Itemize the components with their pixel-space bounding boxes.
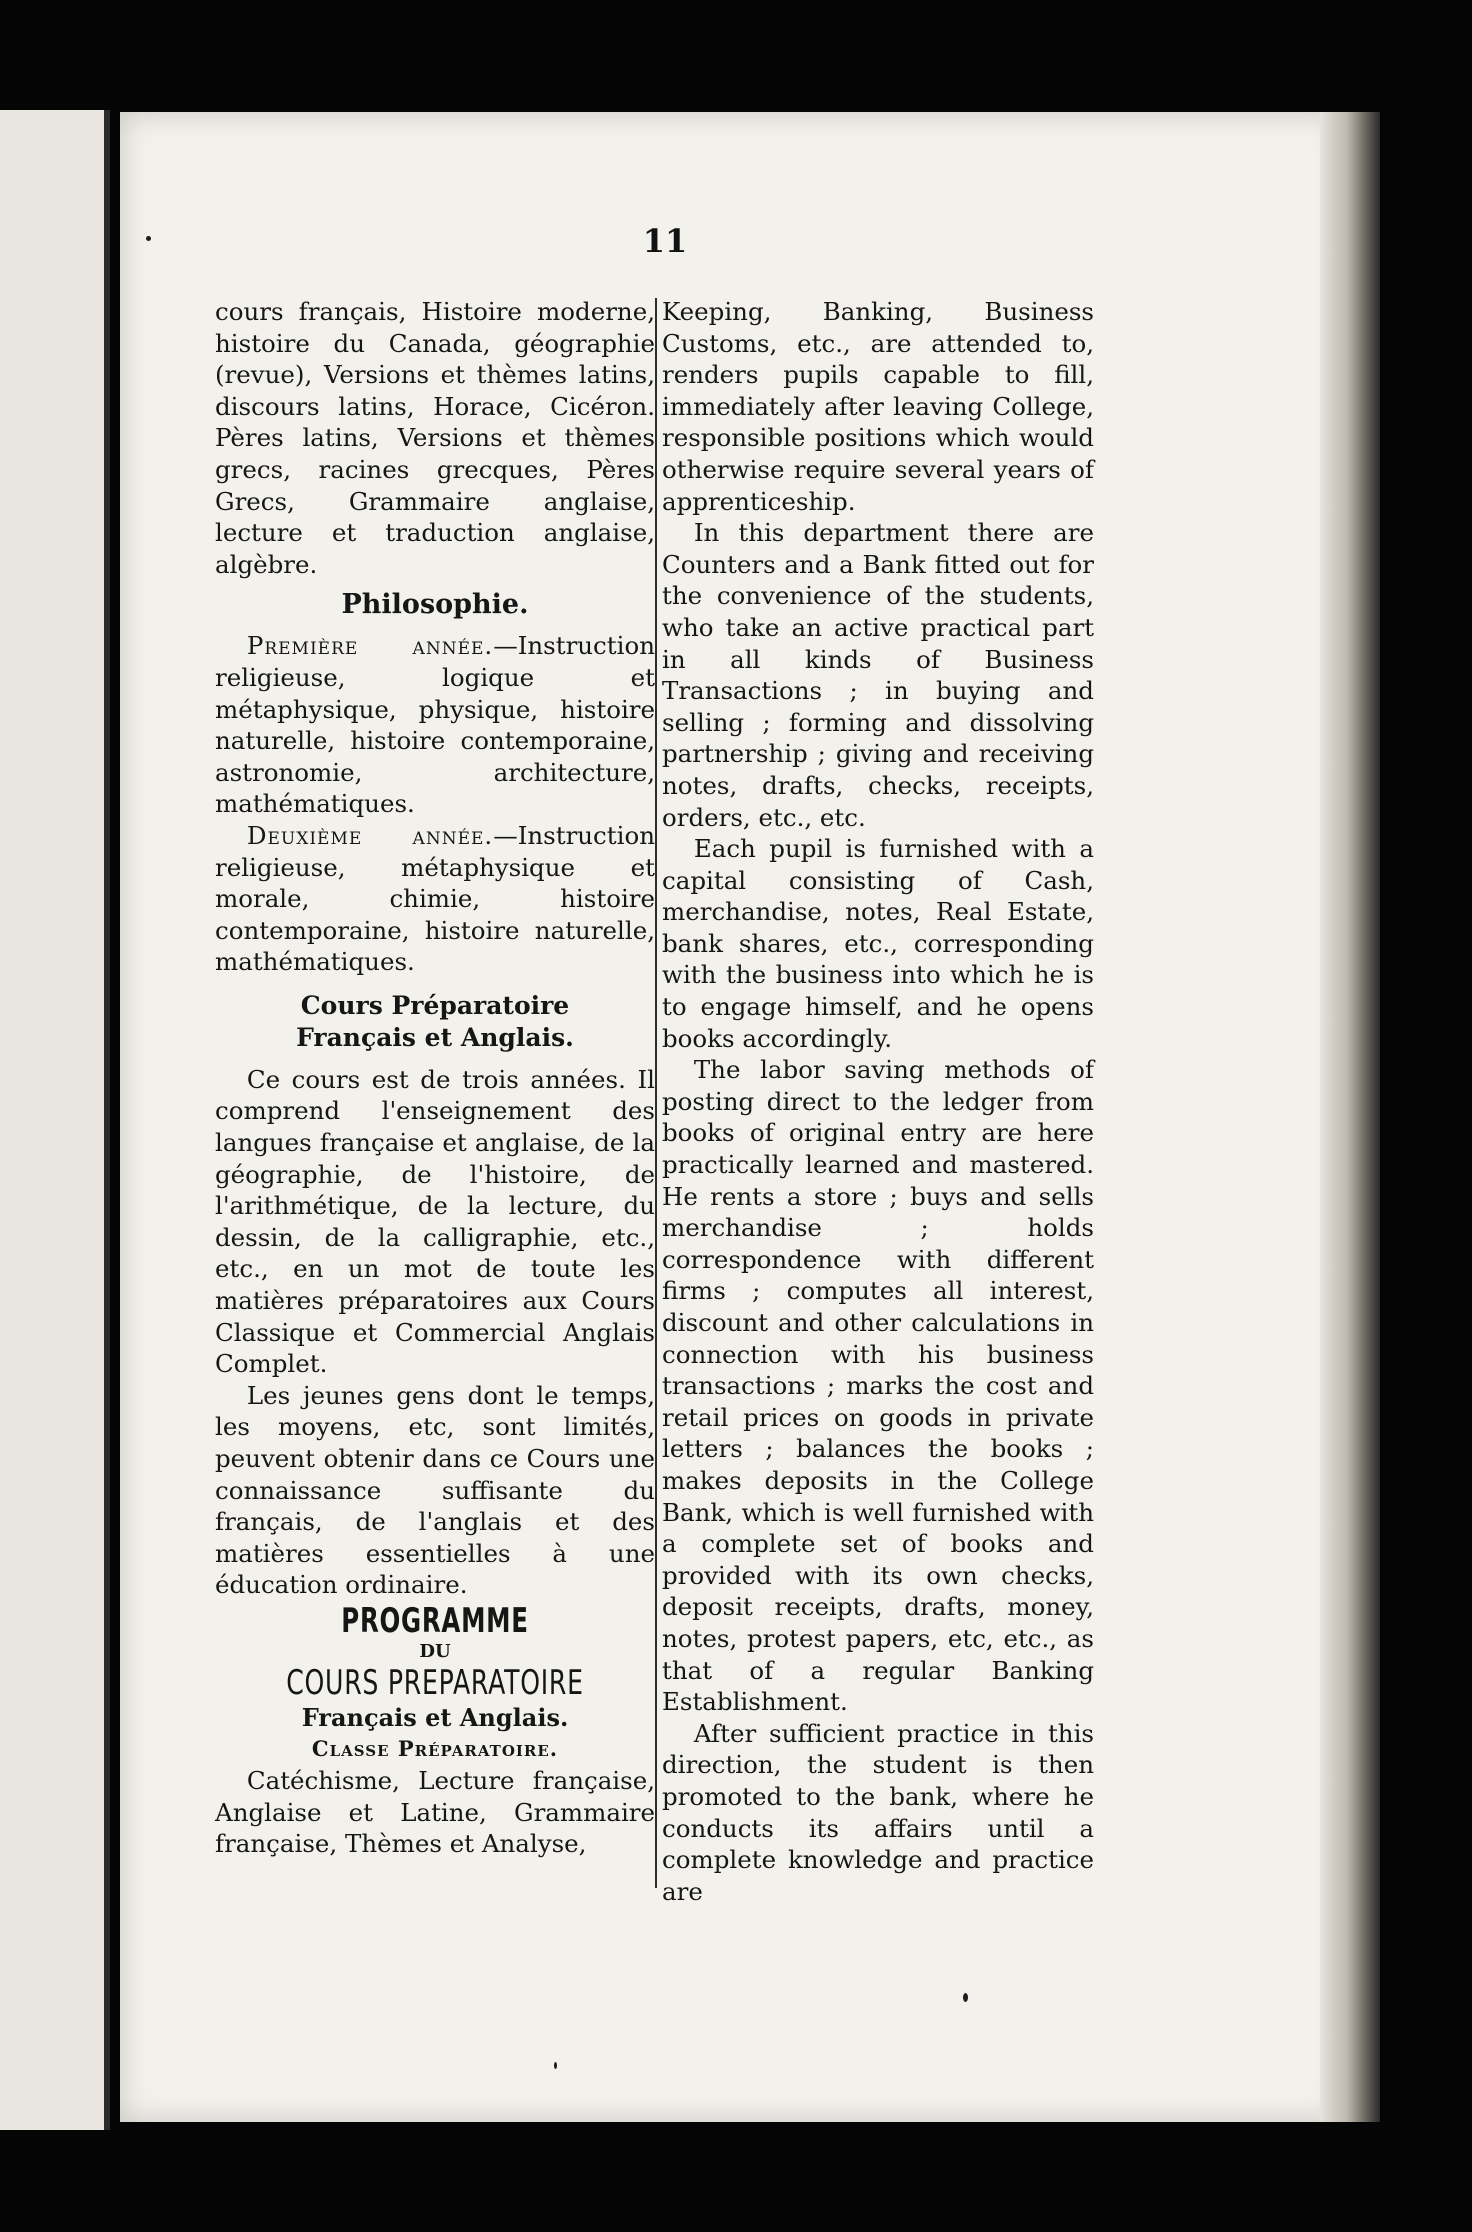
cours-preparatoire-caps-heading: COURS PREPARATOIRE [286, 1662, 584, 1703]
programme-heading: PROGRAMME [341, 1600, 529, 1641]
premiere-annee-paragraph [215, 630, 655, 820]
print-speck [146, 236, 151, 241]
cours-preparatoire-heading-line2: Français et Anglais. [296, 1022, 574, 1052]
cours-paragraph-2: Les jeunes gens dont le temps, les moyens, etc, sont limités, peuvent obtenir dans ce Cours une connaissance suffisante du français, de l'anglais et des matières essentielles à une éducation ordinaire. [215, 1380, 655, 1600]
column-divider [655, 298, 657, 1888]
cours-preparatoire-heading-line1: Cours Préparatoire [300, 990, 570, 1020]
business-paragraph-1: Keeping, Banking, Business Customs, etc., are attended to, renders pupils capable to fill, immediately after leaving College, responsible positions which would otherwise require several years of apprenticeship. [662, 297, 1094, 516]
print-speck [554, 2062, 557, 2069]
previous-page-edge [0, 110, 108, 2130]
classe-preparatoire-text: Catéchisme, Lecture française, Anglaise et Latine, Grammaire française, Thèmes et Analyse, [215, 1765, 655, 1859]
business-paragraph-3: Each pupil is furnished with a capital consisting of Cash, merchandise, notes, Real Estate, bank shares, etc., corresponding with the business into which he is to engage himself, and he opens books accordingly. [662, 834, 1094, 1053]
page-number: 11 [642, 222, 688, 260]
du-heading: DU [419, 1640, 451, 1662]
premiere-annee-text: —Instruction religieuse, logique et métaphysique, physique, histoire naturelle, histoire contemporaine, astronomie, architecture, mathématiques. [215, 631, 655, 819]
previous-page-shadow [104, 110, 110, 2130]
business-paragraph-4: The labor saving methods of posting direct to the ledger from books of original entry are here practically learned and mastered. He rents a store ; buys and sells merchandise ; holds correspondence with different firms ; computes all interest, discount and other calculations in connection with his business transactions ; marks the cost and retail prices on goods in private letters ; balances the books ; makes deposits in the College Bank, which is well furnished with a complete set of books and provided with its own checks, deposit receipts, drafts, money, notes, protest papers, etc, etc., as that of a regular Banking Establishment. [662, 1055, 1094, 1717]
business-paragraph-2: In this department there are Counters and a Bank fitted out for the convenience of the students, who take an active practical part in all kinds of Business Transactions ; in buying and selling ; forming and dissolving partnership ; giving and receiving notes, drafts, checks, receipts, orders, etc., etc. [662, 518, 1094, 832]
francais-anglais-heading: Français et Anglais. [301, 1702, 569, 1732]
deuxieme-annee-label: Deuxième année. [246, 820, 494, 850]
print-speck [963, 1993, 968, 2002]
business-paragraph-5: After sufficient practice in this direction, the student is then promoted to the bank, where he conducts its affairs until a complete knowledge and practice are [662, 1718, 1094, 1906]
page-binding-edge [1320, 112, 1380, 2122]
left-column [215, 296, 655, 1860]
classe-preparatoire-heading: Classe Préparatoire. [311, 1735, 559, 1761]
right-column [662, 296, 1094, 1907]
cours-paragraph-1: Ce cours est de trois années. Il comprend l'enseignement des langues française et anglaise, de la géographie, de l'histoire, de l'arithmétique, de la lecture, du dessin, de la calligraphie, etc., etc., en un mot de toute les matières préparatoires aux Cours Classique et Commercial Anglais Complet. [215, 1064, 655, 1379]
deuxieme-annee-paragraph [215, 820, 655, 978]
philosophie-heading: Philosophie. [341, 589, 529, 621]
premiere-annee-label: Première année. [246, 631, 494, 661]
deuxieme-annee-text: —Instruction religieuse, métaphysique et morale, chimie, histoire contemporaine, histoire naturelle, mathématiques. [215, 820, 655, 977]
intro-paragraph: cours français, Histoire moderne, histoire du Canada, géographie (revue), Versions et thèmes latins, discours latins, Horace, Cicéron. Pères latins, Versions et thèmes grecs, racines grecques, Pères Grecs, Grammaire anglaise, lecture et traduction anglaise, algèbre. [215, 297, 655, 579]
